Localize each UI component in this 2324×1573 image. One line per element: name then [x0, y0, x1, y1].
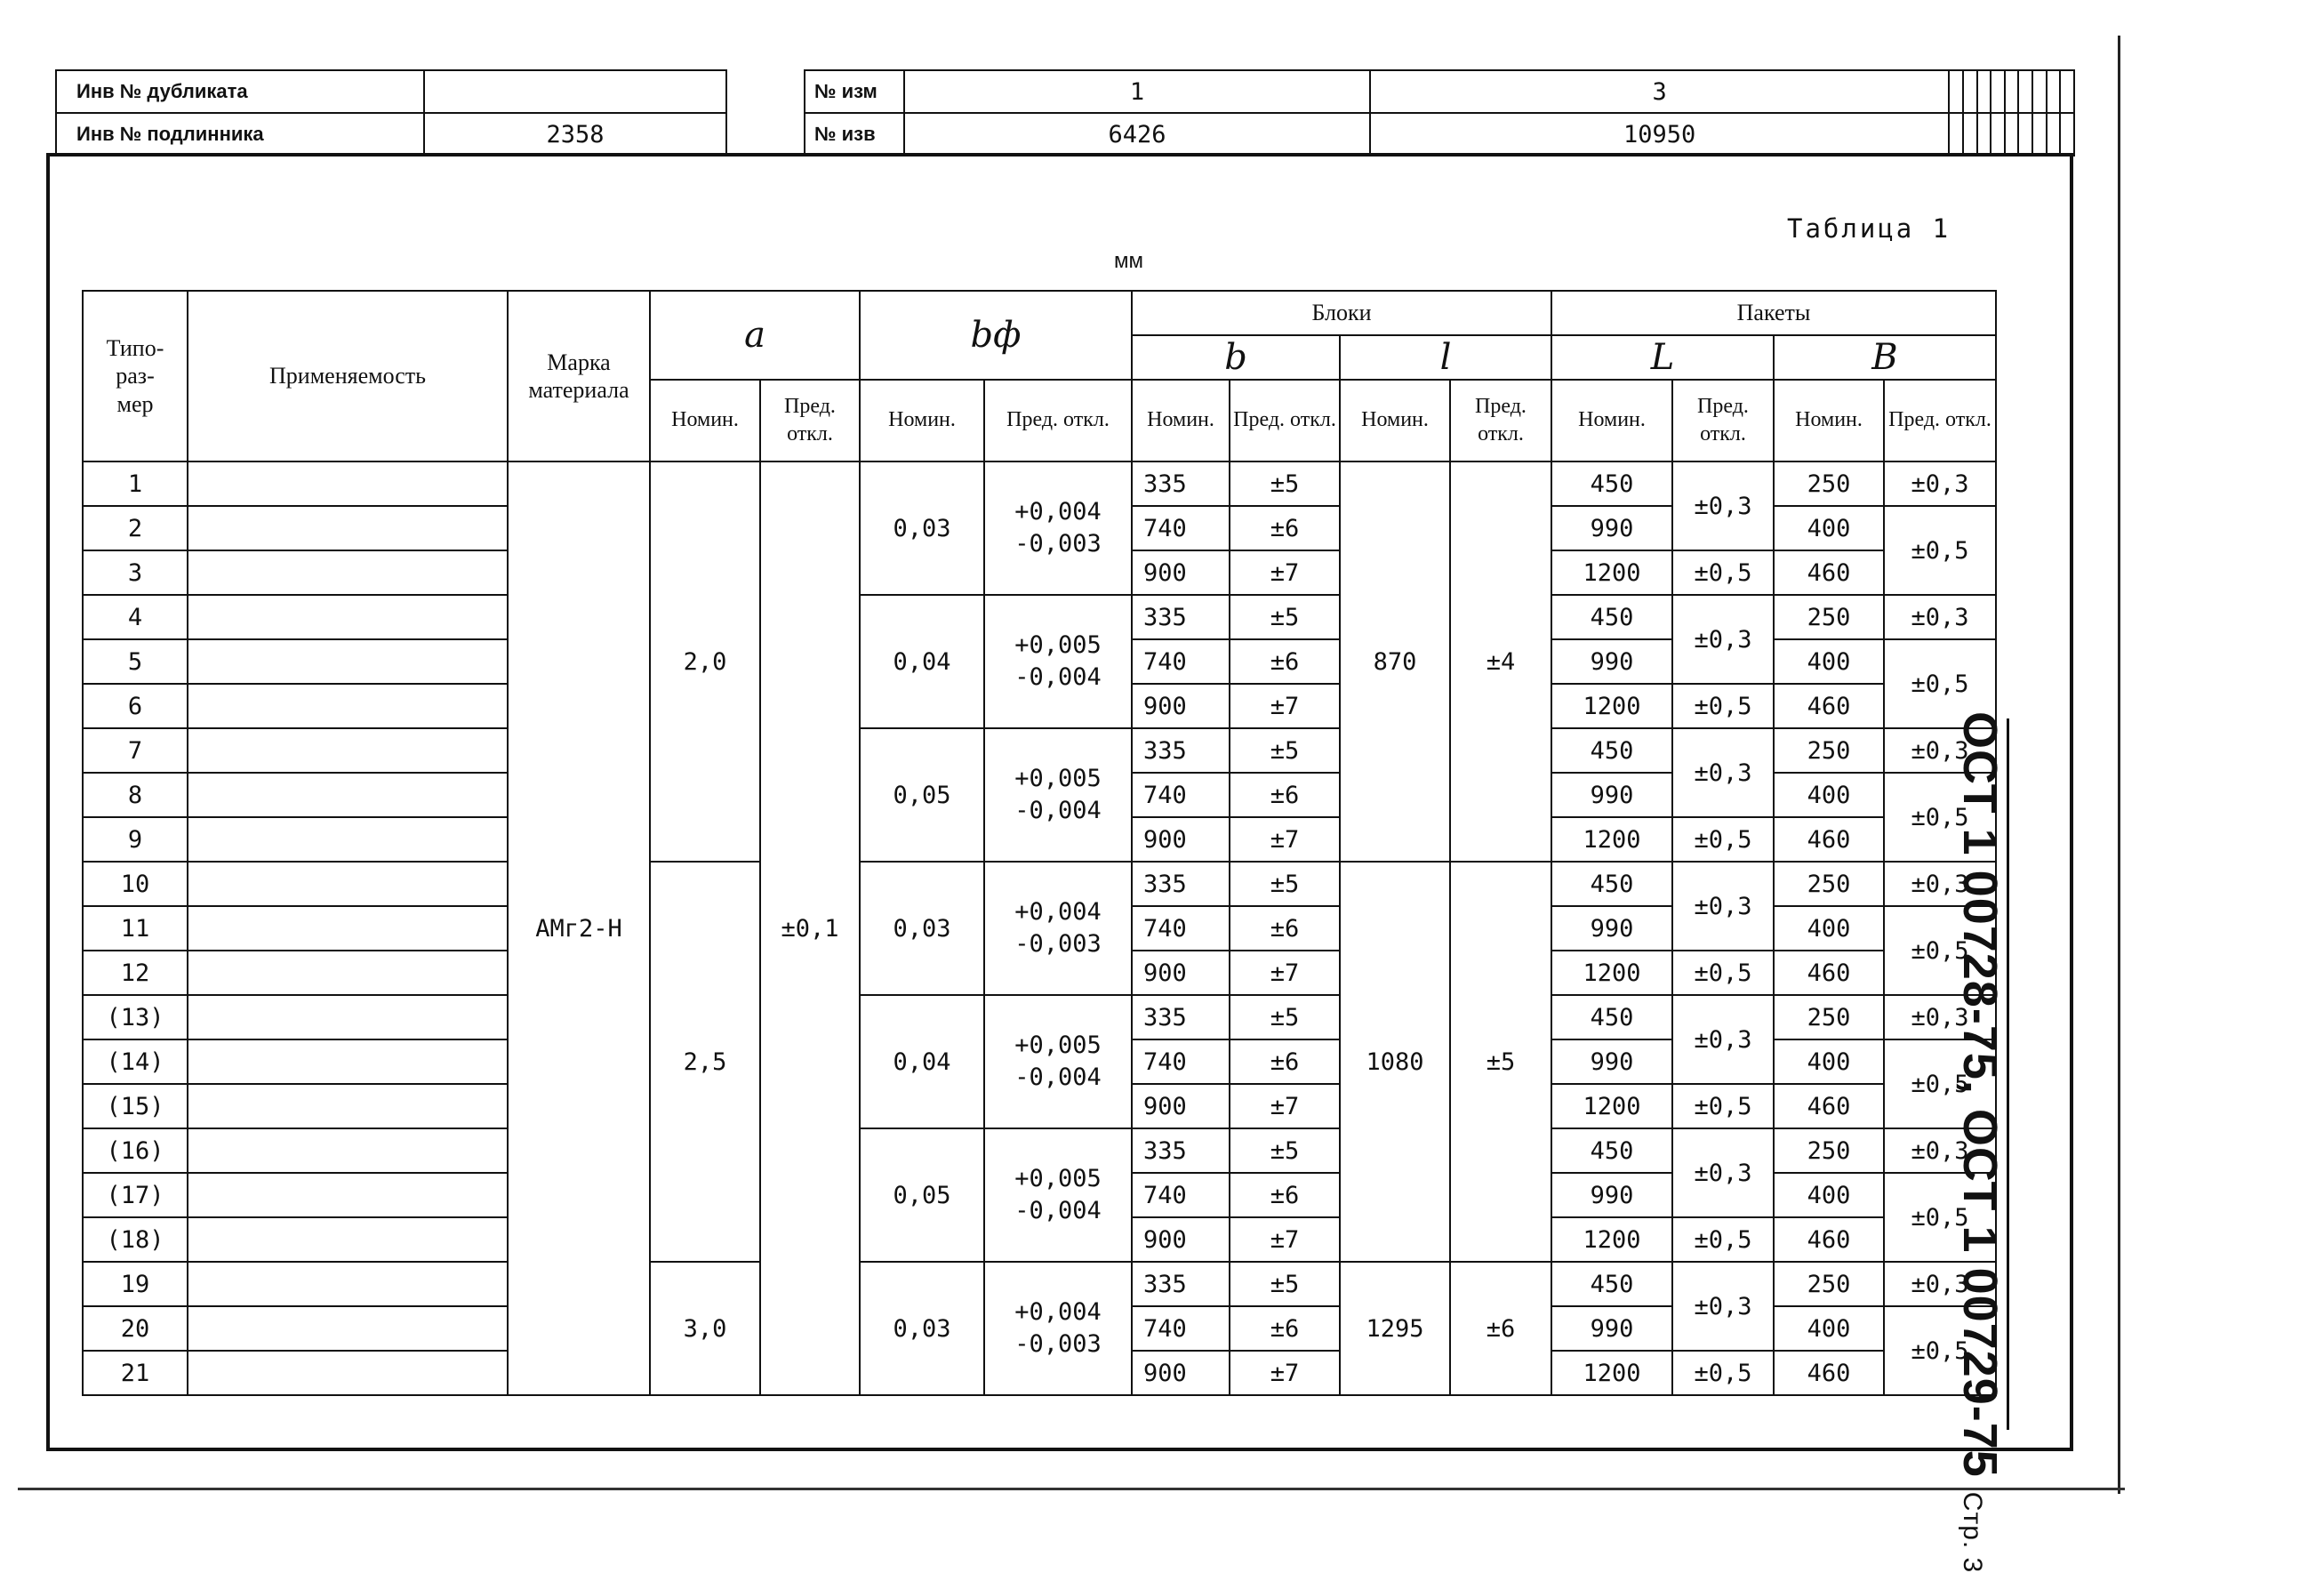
cell-L-nom: 990 — [1551, 1039, 1672, 1084]
table-row — [83, 995, 1996, 1039]
cell-B-nom: 460 — [1774, 550, 1884, 595]
cell-B-dev: ±0,3 — [1884, 862, 1996, 906]
stamp-notice-6 — [2005, 113, 2019, 156]
cell-b-nom: 900 — [1132, 550, 1230, 595]
cell-B-dev: ±0,3 — [1884, 995, 1996, 1039]
cell-applicability — [188, 1173, 508, 1217]
cell-L-nom: 1200 — [1551, 684, 1672, 728]
cell-applicability — [188, 951, 508, 995]
cell-b-nom: 900 — [1132, 1351, 1230, 1395]
cell-b-nom: 335 — [1132, 461, 1230, 506]
header-L: L — [1551, 335, 1774, 380]
cell-B-dev: ±0,5 — [1884, 639, 1996, 728]
cell-L-dev: ±0,5 — [1672, 817, 1774, 862]
cell-applicability — [188, 1217, 508, 1262]
cell-bf-nom: 0,05 — [860, 728, 984, 862]
cell-typesize: 10 — [83, 862, 188, 906]
cell-b-nom: 740 — [1132, 1306, 1230, 1351]
header-a: a — [650, 291, 860, 380]
cell-B-nom: 400 — [1774, 639, 1884, 684]
cell-B-dev: ±0,3 — [1884, 728, 1996, 773]
cell-B-dev: ±0,5 — [1884, 1173, 1996, 1262]
cell-l-nom: 1080 — [1340, 862, 1450, 1262]
cell-B-nom: 400 — [1774, 506, 1884, 550]
cell-typesize: 6 — [83, 684, 188, 728]
cell-a-nom: 2,5 — [650, 862, 760, 1262]
cell-B-nom: 250 — [1774, 862, 1884, 906]
subheader-dev-a: Пред. откл. — [760, 380, 860, 461]
cell-B-nom: 460 — [1774, 1351, 1884, 1395]
cell-B-dev: ±0,3 — [1884, 595, 1996, 639]
subheader-dev-l: Пред. откл. — [1450, 380, 1551, 461]
cell-a-nom: 3,0 — [650, 1262, 760, 1395]
cell-B-nom: 400 — [1774, 906, 1884, 951]
bf-dev-plus: +0,004 — [1014, 497, 1102, 526]
cell-bf-dev — [984, 1262, 1132, 1395]
cell-bf-nom: 0,03 — [860, 461, 984, 595]
stamp-value-duplicate — [424, 70, 726, 113]
cell-applicability — [188, 461, 508, 506]
cell-applicability — [188, 506, 508, 550]
header-B: B — [1774, 335, 1996, 380]
bf-dev-plus: +0,005 — [1014, 630, 1102, 659]
cell-applicability — [188, 639, 508, 684]
cell-b-nom: 335 — [1132, 728, 1230, 773]
stamp-inventory — [55, 69, 727, 156]
cell-a-tol: ±0,1 — [760, 461, 860, 1395]
cell-b-nom: 740 — [1132, 773, 1230, 817]
stamp-value-original: 2358 — [424, 113, 726, 156]
cell-applicability — [188, 906, 508, 951]
stamp-change-3 — [1963, 70, 1977, 113]
cell-b-nom: 335 — [1132, 862, 1230, 906]
bf-dev-minus: -0,003 — [1014, 930, 1102, 958]
cell-bf-dev — [984, 1128, 1132, 1262]
cell-B-nom: 460 — [1774, 684, 1884, 728]
stamp-change-5 — [1991, 70, 2005, 113]
cell-applicability — [188, 817, 508, 862]
units-label: мм — [1114, 249, 1143, 273]
cell-L-nom: 1200 — [1551, 951, 1672, 995]
cell-B-nom: 400 — [1774, 1173, 1884, 1217]
cell-b-nom: 335 — [1132, 1262, 1230, 1306]
stamp-notice-1: 10950 — [1370, 113, 1949, 156]
stamp-notice-7 — [2018, 113, 2032, 156]
cell-b-nom: 740 — [1132, 1039, 1230, 1084]
stamp-change-6 — [2005, 70, 2019, 113]
cell-B-nom: 250 — [1774, 1128, 1884, 1173]
cell-L-dev: ±0,5 — [1672, 1217, 1774, 1262]
cell-L-dev: ±0,5 — [1672, 1351, 1774, 1395]
cell-typesize: (18) — [83, 1217, 188, 1262]
cell-B-nom: 250 — [1774, 728, 1884, 773]
cell-b-dev: ±5 — [1230, 728, 1340, 773]
cell-typesize: 1 — [83, 461, 188, 506]
cell-B-nom: 460 — [1774, 951, 1884, 995]
subheader-nom-a: Номин. — [650, 380, 760, 461]
cell-b-nom: 335 — [1132, 995, 1230, 1039]
cell-b-dev: ±7 — [1230, 817, 1340, 862]
cell-a-nom: 2,0 — [650, 461, 760, 862]
cell-bf-dev — [984, 728, 1132, 862]
cell-bf-nom: 0,04 — [860, 595, 984, 728]
cell-L-nom: 990 — [1551, 1306, 1672, 1351]
header-b: b — [1132, 335, 1340, 380]
bf-dev-minus: -0,004 — [1014, 663, 1102, 691]
header-bf: bф — [860, 291, 1132, 380]
cell-L-nom: 1200 — [1551, 1351, 1672, 1395]
cell-typesize: 4 — [83, 595, 188, 639]
bf-dev-plus: +0,005 — [1014, 764, 1102, 792]
cell-typesize: 20 — [83, 1306, 188, 1351]
subheader-nom-l: Номин. — [1340, 380, 1450, 461]
table-row — [83, 1128, 1996, 1173]
header-material: Марка материала — [508, 291, 650, 461]
cell-typesize: 3 — [83, 550, 188, 595]
table-row — [83, 1262, 1996, 1306]
bf-dev-plus: +0,005 — [1014, 1031, 1102, 1059]
subheader-dev-B: Пред. откл. — [1884, 380, 1996, 461]
stamp-notice-8 — [2032, 113, 2047, 156]
table-row — [83, 728, 1996, 773]
cell-B-dev: ±0,5 — [1884, 906, 1996, 995]
cell-b-dev: ±7 — [1230, 1351, 1340, 1395]
cell-L-nom: 990 — [1551, 1173, 1672, 1217]
header-typesize: Типо- раз- мер — [83, 291, 188, 461]
cell-applicability — [188, 550, 508, 595]
cell-b-dev: ±6 — [1230, 906, 1340, 951]
cell-L-nom: 990 — [1551, 506, 1672, 550]
cell-b-dev: ±5 — [1230, 862, 1340, 906]
cell-l-nom: 1295 — [1340, 1262, 1450, 1395]
cell-applicability — [188, 595, 508, 639]
cell-B-dev: ±0,3 — [1884, 461, 1996, 506]
cell-b-dev: ±6 — [1230, 773, 1340, 817]
header-blocks: Блоки — [1132, 291, 1551, 335]
cell-L-dev: ±0,3 — [1672, 728, 1774, 817]
cell-L-dev: ±0,3 — [1672, 862, 1774, 951]
cell-L-nom: 450 — [1551, 1128, 1672, 1173]
cell-L-nom: 990 — [1551, 906, 1672, 951]
cell-l-dev: ±5 — [1450, 862, 1551, 1262]
cell-b-dev: ±5 — [1230, 995, 1340, 1039]
cell-applicability — [188, 1262, 508, 1306]
cell-typesize: 5 — [83, 639, 188, 684]
cell-b-nom: 900 — [1132, 951, 1230, 995]
cell-typesize: (17) — [83, 1173, 188, 1217]
cell-B-nom: 460 — [1774, 1217, 1884, 1262]
cell-B-nom: 400 — [1774, 1306, 1884, 1351]
bf-dev-minus: -0,003 — [1014, 1330, 1102, 1358]
cell-typesize: 7 — [83, 728, 188, 773]
standard-code — [1945, 711, 2007, 1573]
cell-b-nom: 900 — [1132, 684, 1230, 728]
cell-L-dev: ±0,3 — [1672, 1128, 1774, 1217]
subheader-dev-bf: Пред. откл. — [984, 380, 1132, 461]
cell-b-dev: ±6 — [1230, 1039, 1340, 1084]
cell-b-nom: 740 — [1132, 906, 1230, 951]
cell-b-dev: ±7 — [1230, 951, 1340, 995]
cell-typesize: (13) — [83, 995, 188, 1039]
cell-B-dev: ±0,5 — [1884, 1039, 1996, 1128]
cell-b-dev: ±7 — [1230, 1084, 1340, 1128]
cell-L-dev: ±0,5 — [1672, 1084, 1774, 1128]
cell-B-dev: ±0,5 — [1884, 773, 1996, 862]
cell-b-nom: 740 — [1132, 506, 1230, 550]
bf-dev-minus: -0,004 — [1014, 797, 1102, 824]
cell-typesize: 11 — [83, 906, 188, 951]
table-row — [83, 862, 1996, 906]
stamp-notice-0: 6426 — [904, 113, 1370, 156]
cell-l-dev: ±4 — [1450, 461, 1551, 862]
cell-B-nom: 250 — [1774, 995, 1884, 1039]
table-title: Таблица 1 — [1787, 213, 1951, 244]
cell-L-nom: 450 — [1551, 595, 1672, 639]
cell-b-dev: ±7 — [1230, 684, 1340, 728]
cell-typesize: 21 — [83, 1351, 188, 1395]
standard-number: ОСТ 1 00728-75, ОСТ 1 00729-75 — [1953, 711, 2007, 1478]
cell-b-nom: 740 — [1132, 1173, 1230, 1217]
cell-applicability — [188, 995, 508, 1039]
stamp-notice-2 — [1949, 113, 1963, 156]
cell-b-nom: 335 — [1132, 1128, 1230, 1173]
cell-b-dev: ±7 — [1230, 550, 1340, 595]
cell-bf-nom: 0,05 — [860, 1128, 984, 1262]
cell-B-nom: 460 — [1774, 817, 1884, 862]
cell-applicability — [188, 1039, 508, 1084]
stamp-label-original: Инв № подлинника — [56, 113, 424, 156]
subheader-dev-L: Пред. откл. — [1672, 380, 1774, 461]
stamp-change-2 — [1949, 70, 1963, 113]
cell-material: АМг2-Н — [508, 461, 650, 1395]
cell-bf-dev — [984, 595, 1132, 728]
subheader-nom-bf: Номин. — [860, 380, 984, 461]
cell-B-dev: ±0,5 — [1884, 506, 1996, 595]
right-border-line — [2118, 36, 2120, 1494]
cell-b-nom: 900 — [1132, 817, 1230, 862]
cell-bf-nom: 0,03 — [860, 862, 984, 995]
stamp-notice-4 — [1977, 113, 1991, 156]
subheader-nom-b: Номин. — [1132, 380, 1230, 461]
cell-b-nom: 740 — [1132, 639, 1230, 684]
cell-applicability — [188, 1306, 508, 1351]
cell-b-dev: ±6 — [1230, 1306, 1340, 1351]
page-number: Стр. 3 — [1958, 1491, 1987, 1573]
cell-B-nom: 250 — [1774, 595, 1884, 639]
cell-L-dev: ±0,5 — [1672, 684, 1774, 728]
cell-applicability — [188, 862, 508, 906]
cell-typesize: (15) — [83, 1084, 188, 1128]
header-packets: Пакеты — [1551, 291, 1996, 335]
cell-typesize: (16) — [83, 1128, 188, 1173]
table-row — [83, 595, 1996, 639]
cell-l-dev: ±6 — [1450, 1262, 1551, 1395]
stamp-change-1: 3 — [1370, 70, 1949, 113]
cell-applicability — [188, 1128, 508, 1173]
stamp-changes — [804, 69, 2075, 156]
cell-typesize: (14) — [83, 1039, 188, 1084]
cell-b-dev: ±6 — [1230, 506, 1340, 550]
cell-typesize: 19 — [83, 1262, 188, 1306]
cell-b-nom: 900 — [1132, 1084, 1230, 1128]
cell-L-dev: ±0,3 — [1672, 461, 1774, 550]
cell-L-dev: ±0,3 — [1672, 1262, 1774, 1351]
cell-applicability — [188, 1351, 508, 1395]
cell-B-dev: ±0,3 — [1884, 1128, 1996, 1173]
bf-dev-minus: -0,004 — [1014, 1063, 1102, 1091]
cell-B-nom: 400 — [1774, 773, 1884, 817]
cell-applicability — [188, 773, 508, 817]
cell-B-nom: 250 — [1774, 1262, 1884, 1306]
cell-typesize: 9 — [83, 817, 188, 862]
cell-L-nom: 450 — [1551, 461, 1672, 506]
cell-bf-dev — [984, 995, 1132, 1128]
stamp-label-notice: № изв — [805, 113, 904, 156]
cell-L-nom: 450 — [1551, 728, 1672, 773]
cell-typesize: 2 — [83, 506, 188, 550]
subheader-nom-L: Номин. — [1551, 380, 1672, 461]
stamp-notice-10 — [2060, 113, 2074, 156]
cell-L-nom: 450 — [1551, 995, 1672, 1039]
dimensions-table — [82, 290, 1997, 1396]
cell-bf-nom: 0,04 — [860, 995, 984, 1128]
stamp-change-7 — [2018, 70, 2032, 113]
cell-b-dev: ±5 — [1230, 1128, 1340, 1173]
cell-L-nom: 990 — [1551, 773, 1672, 817]
cell-applicability — [188, 684, 508, 728]
cell-b-dev: ±6 — [1230, 1173, 1340, 1217]
cell-L-dev: ±0,5 — [1672, 550, 1774, 595]
stamp-label-change: № изм — [805, 70, 904, 113]
cell-L-nom: 1200 — [1551, 1217, 1672, 1262]
cell-L-nom: 990 — [1551, 639, 1672, 684]
cell-typesize: 12 — [83, 951, 188, 995]
header-l: l — [1340, 335, 1551, 380]
cell-bf-dev — [984, 461, 1132, 595]
cell-bf-dev — [984, 862, 1132, 995]
cell-B-nom: 400 — [1774, 1039, 1884, 1084]
cell-L-nom: 1200 — [1551, 1084, 1672, 1128]
bf-dev-plus: +0,005 — [1014, 1164, 1102, 1192]
cell-B-dev: ±0,5 — [1884, 1306, 1996, 1395]
stamp-change-4 — [1977, 70, 1991, 113]
cell-L-dev: ±0,3 — [1672, 595, 1774, 684]
stamp-notice-5 — [1991, 113, 2005, 156]
cell-applicability — [188, 728, 508, 773]
header-applicability: Применяемость — [188, 291, 508, 461]
bf-dev-plus: +0,004 — [1014, 897, 1102, 926]
cell-L-nom: 450 — [1551, 1262, 1672, 1306]
bottom-border-line — [18, 1488, 2125, 1490]
stamp-change-9 — [2047, 70, 2061, 113]
bf-dev-plus: +0,004 — [1014, 1297, 1102, 1326]
cell-typesize: 8 — [83, 773, 188, 817]
cell-b-dev: ±5 — [1230, 595, 1340, 639]
table-row — [83, 461, 1996, 506]
cell-b-dev: ±5 — [1230, 461, 1340, 506]
cell-B-nom: 460 — [1774, 1084, 1884, 1128]
cell-b-nom: 900 — [1132, 1217, 1230, 1262]
cell-b-dev: ±6 — [1230, 639, 1340, 684]
stamp-change-8 — [2032, 70, 2047, 113]
cell-L-nom: 1200 — [1551, 550, 1672, 595]
stamp-notice-9 — [2047, 113, 2061, 156]
cell-b-dev: ±7 — [1230, 1217, 1340, 1262]
bf-dev-minus: -0,003 — [1014, 530, 1102, 558]
cell-l-nom: 870 — [1340, 461, 1450, 862]
cell-L-nom: 450 — [1551, 862, 1672, 906]
cell-b-nom: 335 — [1132, 595, 1230, 639]
stamp-change-10 — [2060, 70, 2074, 113]
cell-L-dev: ±0,3 — [1672, 995, 1774, 1084]
stamp-notice-3 — [1963, 113, 1977, 156]
stamp-change-0: 1 — [904, 70, 1370, 113]
subheader-nom-B: Номин. — [1774, 380, 1884, 461]
cell-L-dev: ±0,5 — [1672, 951, 1774, 995]
cell-b-dev: ±5 — [1230, 1262, 1340, 1306]
cell-applicability — [188, 1084, 508, 1128]
cell-L-nom: 1200 — [1551, 817, 1672, 862]
bf-dev-minus: -0,004 — [1014, 1197, 1102, 1224]
cell-B-nom: 250 — [1774, 461, 1884, 506]
subheader-dev-b: Пред. откл. — [1230, 380, 1340, 461]
cell-B-dev: ±0,3 — [1884, 1262, 1996, 1306]
cell-bf-nom: 0,03 — [860, 1262, 984, 1395]
stamp-label-duplicate: Инв № дубликата — [56, 70, 424, 113]
